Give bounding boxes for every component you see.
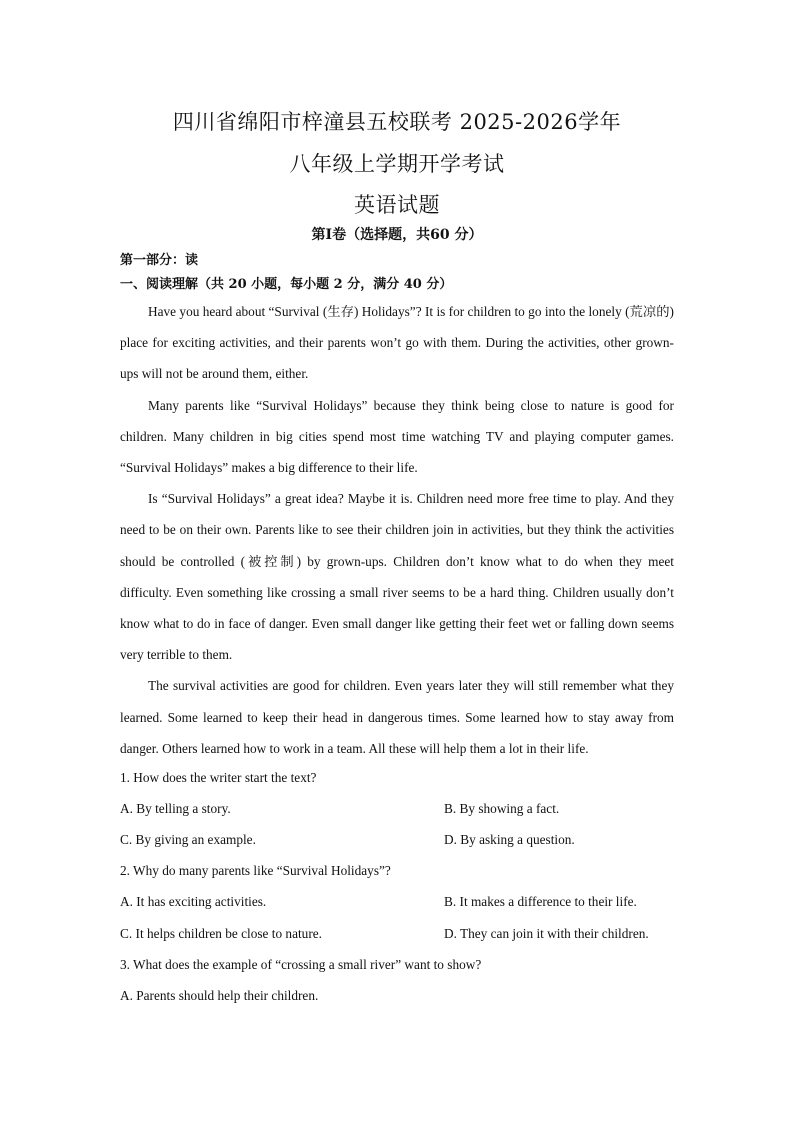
answer-option: C. By giving an example. [120,832,256,847]
passage-paragraph: Many parents like “Survival Holidays” because they think being close to nature is good for children. Many children in big cities spend most time watching TV and playing computer games. “Survival Holidays” makes a big difference to their life. [120,397,674,476]
answer-option: A. Parents should help their children. [120,988,319,1003]
reading-section-heading: 一、阅读理解（共 20 小题，每小题 2 分，满分 40 分） [120,277,453,292]
exam-title: 四川省绵阳市梓潼县五校联考 2025-2026学年 [172,110,622,134]
reading-passage [120,296,674,764]
answer-option: B. By showing a fact. [444,801,560,816]
passage-paragraph: Have you heard about “Survival (生存) Holidays”? It is for children to go into the lonely (荒凉的) place for exciting activities, and their parents won’t go with them. During the activities, other grown-ups will not be around them, either. [120,304,674,382]
volume-heading: 第Ⅰ卷（选择题，共60 分） [311,227,483,243]
part-heading: 第一部分：读 [120,253,199,268]
answer-option: A. By telling a story. [120,801,231,816]
question-stem: 2. Why do many parents like “Survival Holidays”? [120,863,391,878]
answer-option: A. It has exciting activities. [120,894,267,909]
answer-option: D. They can join it with their children. [444,926,649,941]
question-stem: 3. What does the example of “crossing a small river” want to show? [120,957,482,972]
exam-subtitle: 八年级上学期开学考试 [289,152,505,176]
answer-option: C. It helps children be close to nature. [120,926,322,941]
answer-option: B. It makes a difference to their life. [444,894,637,909]
passage-paragraph: Is “Survival Holidays” a great idea? Maybe it is. Children need more free time to play. And they need to be on their own. Parents like to see their children join in activities, but they think the activities should be controlled (被控制) by grown-ups. Children don’t know what to do when they meet difficulty. Even something like crossing a small river seems to be a hard thing. Children usually don’t know what to do in face of danger. Even small danger like getting their feet wet or falling down seems very terrible to them. [120,491,674,663]
question-stem: 1. How does the writer start the text? [120,770,317,785]
answer-option: D. By asking a question. [444,832,575,847]
passage-paragraph: The survival activities are good for children. Even years later they will still remember what they learned. Some learned to keep their head in dangerous times. Some learned how to stay away from danger. Others learned how to work in a team. All these will help them a lot in their life. [120,678,674,756]
subject-title: 英语试题 [354,193,440,217]
